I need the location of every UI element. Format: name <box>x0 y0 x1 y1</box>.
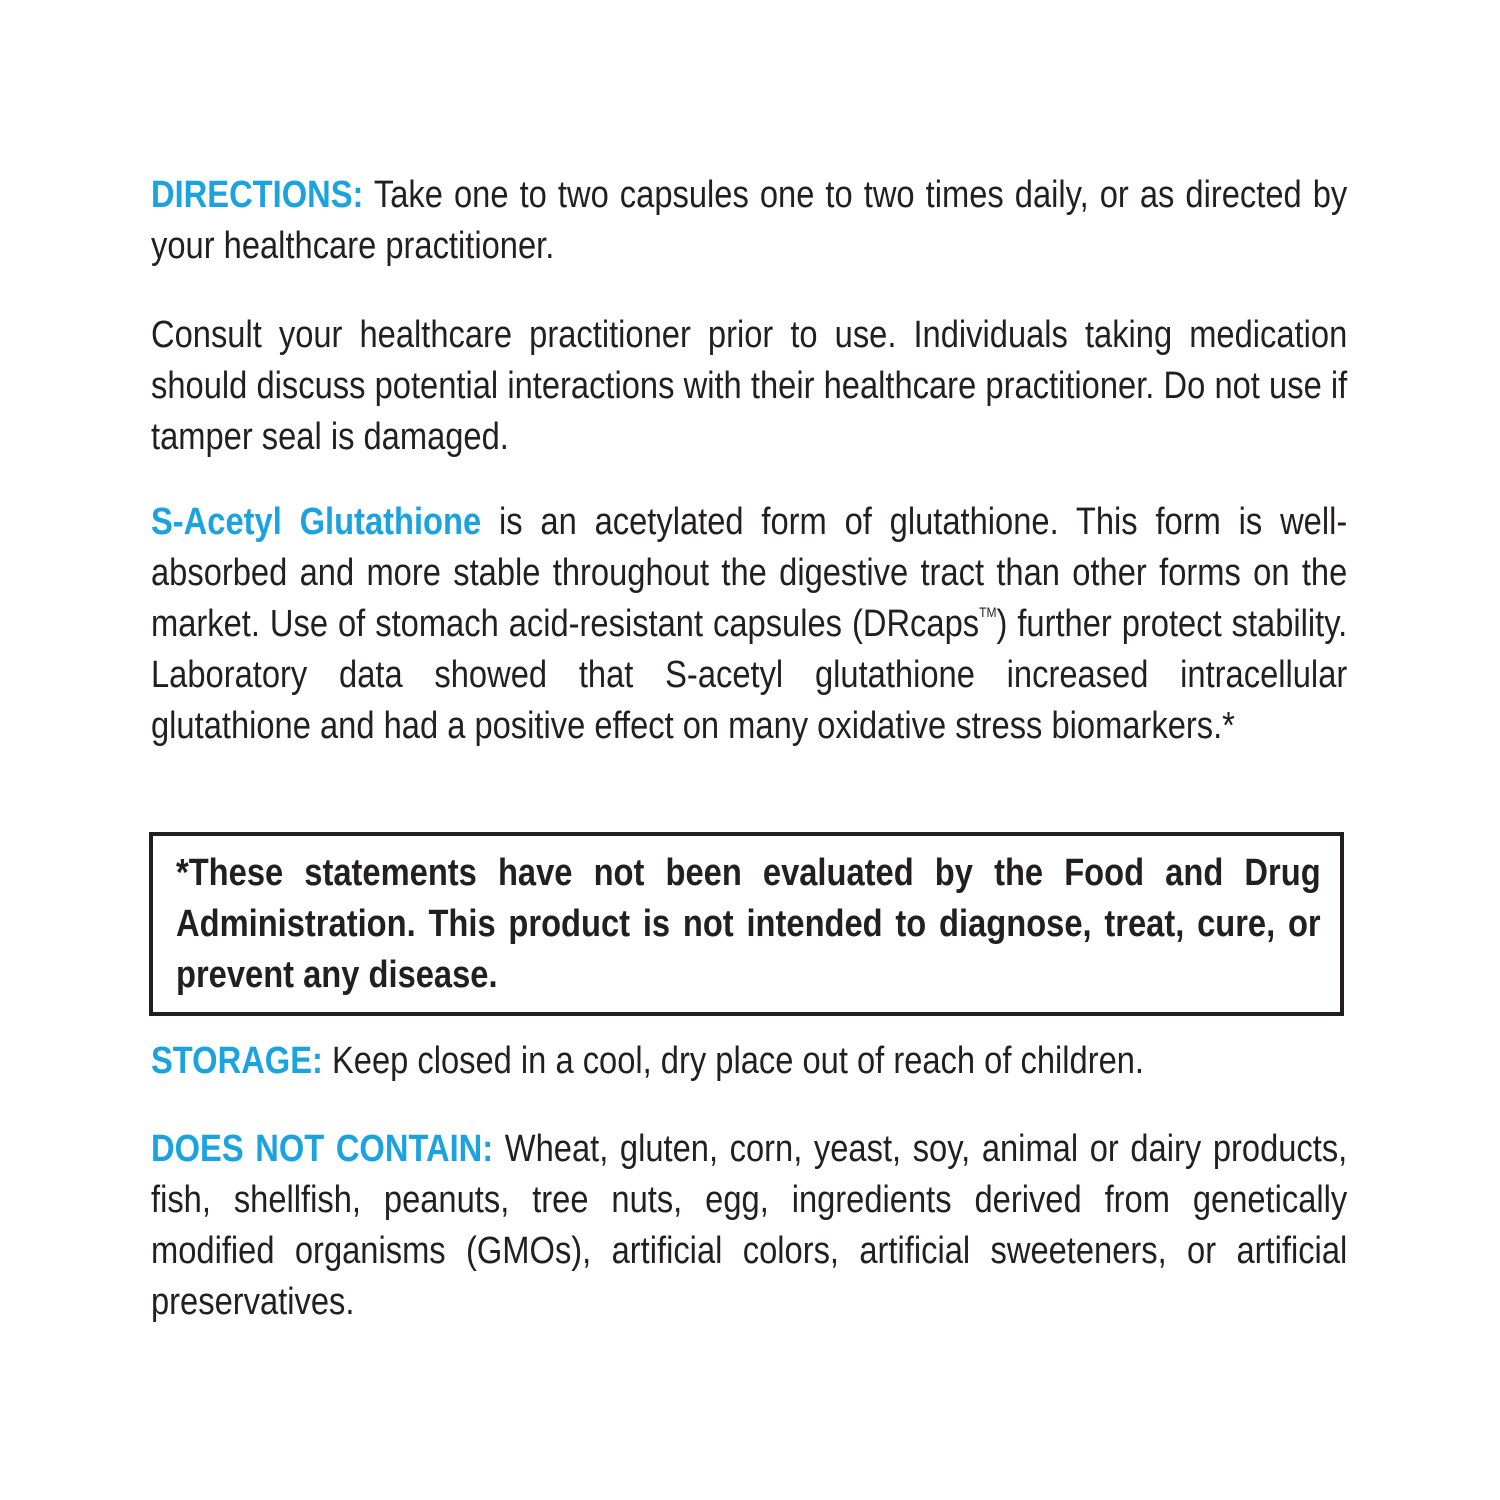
does-not-contain-text: Wheat, gluten, corn, yeast, soy, animal or dairy products, fish, shellfish, peanuts, tree nuts, egg, ingredients derived from genetically modified organisms (GMOs), artificial colors, artificial sweeteners, or artificial preservatives. <box>151 1128 1348 1323</box>
does-not-contain-paragraph <box>151 1124 1347 1328</box>
does-not-contain-heading: DOES NOT CONTAIN: <box>151 1128 494 1170</box>
product-description-text-1: is an acetylated form of glutathione. This form is well-absorbed and more stable throughout the digestive tract than other forms on the market. Use of stomach acid-resistant capsules (DRcaps <box>151 501 1348 645</box>
fda-disclaimer-box <box>149 832 1344 1016</box>
storage-paragraph <box>151 1036 1347 1087</box>
storage-text: Keep closed in a cool, dry place out of reach of children. <box>331 1040 1145 1082</box>
product-name-heading: S-Acetyl Glutathione <box>151 501 482 543</box>
fda-disclaimer-text: *These statements have not been evaluated by the Food and Drug Administration. This product is not intended to diagnose, treat, cure, or prevent any disease. <box>176 852 1321 996</box>
directions-text: Take one to two capsules one to two times daily, or as directed by your healthcare practitioner. <box>151 174 1348 267</box>
directions-heading: DIRECTIONS: <box>151 174 364 216</box>
product-description-text-2: ) further protect stability. Laboratory data showed that S-acetyl glutathione increased intracellular glutathione and had a positive effect on many oxidative stress biomarkers.* <box>151 603 1348 747</box>
caution-paragraph: Consult your healthcare practitioner prior to use. Individuals taking medication should discuss potential interactions with their healthcare practitioner. Do not use if tamper seal is damaged. <box>151 314 1348 458</box>
product-description-paragraph <box>151 497 1347 752</box>
storage-heading: STORAGE: <box>151 1040 323 1082</box>
trademark-symbol: TM <box>979 604 997 620</box>
directions-paragraph <box>151 170 1347 272</box>
